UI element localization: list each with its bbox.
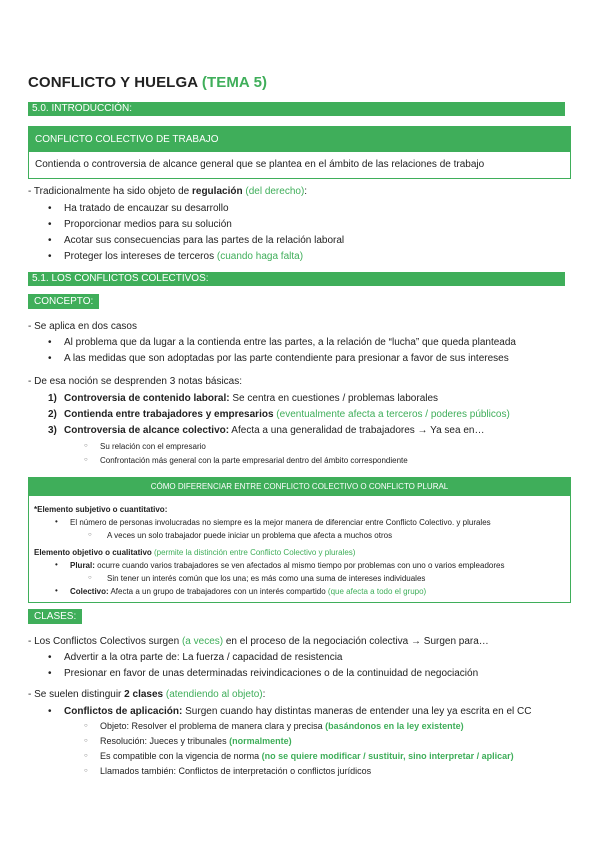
list-number: 1) [48, 393, 57, 404]
bullet-icon: • [48, 219, 52, 230]
list-item: Proteger los intereses de terceros (cuando haga falta) [64, 251, 304, 262]
circle-bullet-icon: ○ [88, 575, 92, 581]
bullet-icon: • [55, 560, 58, 569]
list-number: 2) [48, 409, 57, 420]
conflictos-aplicacion: Conflictos de aplicación: Surgen cuando hay distintas maneras de entender una ley ya escrita en el CC [64, 706, 532, 717]
sub-item: Resolución: Jueces y tribunales (normalmente) [100, 736, 292, 746]
circle-bullet-icon: ○ [84, 768, 88, 774]
list-item: Acotar sus consecuencias para las partes de la relación laboral [64, 235, 345, 246]
definition-box-header: CONFLICTO COLECTIVO DE TRABAJO [29, 127, 570, 152]
list-item: Advertir a la otra parte de: La fuerza / capacidad de resistencia [64, 652, 343, 663]
bullet-icon: • [48, 668, 52, 679]
circle-bullet-icon: ○ [84, 753, 88, 759]
bullet-icon: • [48, 251, 52, 262]
bullet-icon: • [48, 353, 52, 364]
definition-box [28, 126, 571, 179]
subjetivo-item: El número de personas involucradas no siempre es la mejor manera de diferenciar entre Conflicto Colectivo. y plurales [70, 518, 491, 527]
sub-item: Llamados también: Conflictos de interpretación o conflictos jurídicos [100, 766, 372, 776]
list-item: A las medidas que son adoptadas por las parte contendiente para presionar a favor de sus intereses [64, 353, 509, 364]
clases-lead-2: - Se suelen distinguir 2 clases (atendiendo al objeto): [28, 689, 266, 700]
circle-bullet-icon: ○ [88, 532, 92, 538]
plural-sub: Sin tener un interés común que los una; es más como una suma de intereses individuales [107, 574, 426, 583]
circle-bullet-icon: ○ [84, 457, 88, 463]
page-title: CONFLICTO Y HUELGA (TEMA 5) [28, 74, 268, 91]
comparison-box-header: CÓMO DIFERENCIAR ENTRE CONFLICTO COLECTIVO O CONFLICTO PLURAL [29, 478, 570, 496]
definition-box-body: Contienda o controversia de alcance general que se plantea en el ámbito de las relaciones de trabajo [35, 159, 485, 170]
bullet-icon: • [48, 203, 52, 214]
nota-3: Controversia de alcance colectivo: Afecta a una generalidad de trabajadores → Ya sea en… [64, 425, 485, 436]
sub-item: Su relación con el empresario [100, 442, 206, 451]
circle-bullet-icon: ○ [84, 443, 88, 449]
bullet-icon: • [48, 706, 52, 717]
subjetivo-sub: A veces un solo trabajador puede iniciar un problema que afecta a muchos otros [107, 531, 393, 540]
objetivo-title: Elemento objetivo o cualitativo (permite la distinción entre Conflicto Colectivo y plurales) [34, 548, 356, 557]
section-header-introduccion: 5.0. INTRODUCCIÓN: [28, 102, 565, 116]
list-item: Presionar en favor de unas determinadas reivindicaciones o de la continuidad de negociación [64, 668, 479, 679]
list-item: Ha tratado de encauzar su desarrollo [64, 203, 229, 214]
intro-lead: - Tradicionalmente ha sido objeto de regulación (del derecho): [28, 186, 308, 197]
bullet-icon: • [48, 235, 52, 246]
bullet-icon: • [48, 337, 52, 348]
notas-lead: - De esa noción se desprenden 3 notas básicas: [28, 376, 243, 387]
bullet-icon: • [55, 517, 58, 526]
circle-bullet-icon: ○ [84, 723, 88, 729]
bullet-icon: • [48, 652, 52, 663]
list-item: Proporcionar medios para su solución [64, 219, 232, 230]
list-item: Al problema que da lugar a la contienda entre las partes, a la relación de “lucha” que queda planteada [64, 337, 516, 348]
sub-item: Objeto: Resolver el problema de manera clara y precisa (basándonos en la ley existente) [100, 721, 464, 731]
section-header-conflictos: 5.1. LOS CONFLICTOS COLECTIVOS: [28, 272, 565, 286]
circle-bullet-icon: ○ [84, 738, 88, 744]
plural-item: Plural: ocurre cuando varios trabajadores se ven afectados al mismo tiempo por problemas con uno o varios empleadores [70, 561, 505, 570]
concepto-tag: CONCEPTO: [28, 294, 99, 309]
clases-lead: - Los Conflictos Colectivos surgen (a veces) en el proceso de la negociación colectiva → Surgen para… [28, 636, 489, 647]
clases-tag: CLASES: [28, 609, 82, 624]
bullet-icon: • [55, 586, 58, 595]
colectivo-item: Colectivo: Afecta a un grupo de trabajadores con un interés compartido (que afecta a todo el grupo) [70, 587, 427, 596]
concepto-lead: - Se aplica en dos casos [28, 321, 137, 332]
nota-2: Contienda entre trabajadores y empresarios (eventualmente afecta a terceros / poderes públicos) [64, 409, 510, 420]
subjetivo-title: *Elemento subjetivo o cuantitativo: [34, 505, 168, 514]
nota-1: Controversia de contenido laboral: Se centra en cuestiones / problemas laborales [64, 393, 439, 404]
list-number: 3) [48, 425, 57, 436]
sub-item: Confrontación más general con la parte empresarial dentro del ámbito correspondiente [100, 456, 408, 465]
sub-item: Es compatible con la vigencia de norma (no se quiere modificar / sustituir, sino interpretar / aplicar) [100, 751, 514, 761]
